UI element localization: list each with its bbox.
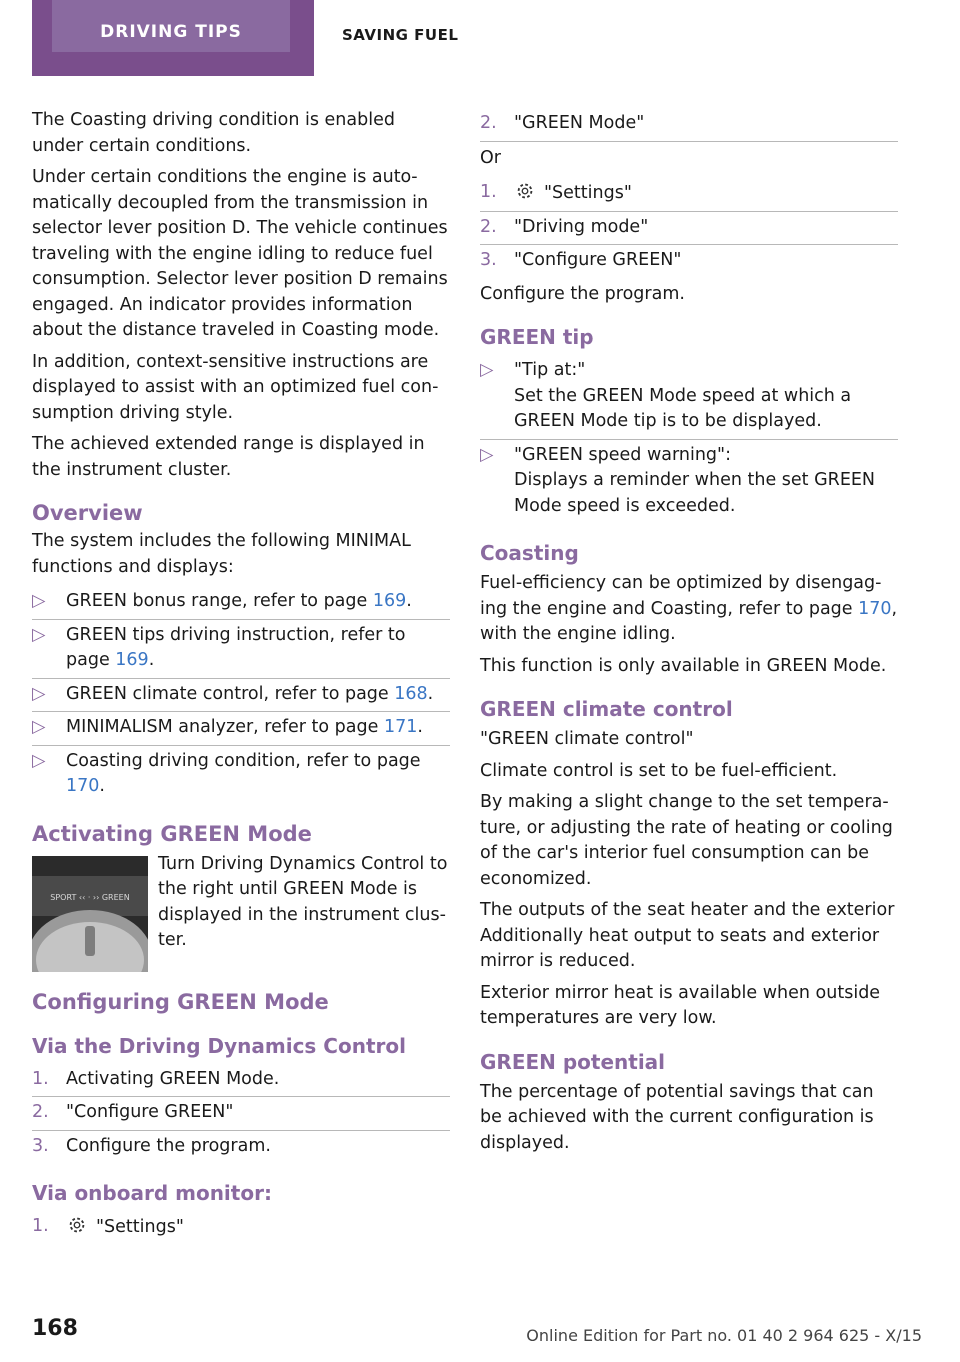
triangle-bullet-icon: ▷: [480, 360, 494, 380]
gear-icon: [514, 180, 536, 202]
list-item: ▷ GREEN tips driving instruction, refer to page 169.: [32, 620, 450, 679]
list-item: ▷ GREEN climate control, refer to page 168.: [32, 679, 450, 713]
list-item: ▷ GREEN bonus range, refer to page 169.: [32, 586, 450, 620]
step-item: 1. "Settings": [480, 177, 898, 212]
triangle-bullet-icon: ▷: [32, 717, 46, 737]
paragraph: In addition, context-sensitive instructions are displayed to assist with an optimized fuel consumption driving style.: [32, 351, 439, 423]
step-item: 3. Configure the program.: [32, 1131, 450, 1164]
configure-program-text: Configure the program.: [480, 283, 685, 304]
step-number: 2.: [480, 216, 497, 237]
continued-steps: [480, 108, 898, 142]
via-monitor-heading: Via onboard monitor:: [32, 1181, 272, 1205]
climate-heading: GREEN climate control: [480, 697, 733, 721]
chapter-tab[interactable]: [32, 0, 314, 76]
section-title: SAVING FUEL: [342, 26, 459, 44]
configuring-heading: Configuring GREEN Mode: [32, 989, 329, 1014]
paragraph: Under certain conditions the engine is automatically decoupled from the transmission in selector lever position D. The vehicle continues traveling with the engine idling to reduce fuel consumption. Selector lever position D remains engaged. An indicator provides information about the distance traveled in Coasting mode.: [32, 167, 448, 340]
coasting-note: This function is only available in GREEN Mode.: [480, 655, 887, 676]
step-number: 1.: [32, 1068, 49, 1089]
list-item: [480, 440, 898, 524]
overview-intro: The system includes the following MINIMAL functions and displays:: [32, 531, 411, 577]
via-ddc-heading: Via the Driving Dynamics Control: [32, 1033, 406, 1058]
triangle-bullet-icon: ▷: [32, 591, 46, 611]
triangle-bullet-icon: ▷: [32, 750, 46, 771]
step-item: 2. "GREEN Mode": [480, 108, 898, 142]
chapter-tab-label: DRIVING TIPS: [100, 22, 242, 42]
page-number: 168: [32, 1316, 78, 1341]
page-link[interactable]: 168: [394, 683, 428, 704]
right-column: [480, 108, 898, 1162]
step-item: 3. "Configure GREEN": [480, 245, 898, 278]
gear-icon: [66, 1214, 88, 1236]
edition-note: Online Edition for Part no. 01 40 2 964 625 - X/15: [526, 1326, 922, 1345]
list-item: ▷ MINIMALISM analyzer, refer to page 171.: [32, 712, 450, 746]
paragraph: "GREEN climate control": [480, 729, 694, 749]
triangle-bullet-icon: ▷: [32, 683, 46, 704]
paragraph: The achieved extended range is displayed in the instrument cluster.: [32, 434, 425, 480]
potential-text: The percentage of potential savings that can be achieved with the current configuration is displayed.: [480, 1081, 874, 1153]
paragraph: Climate control is set to be fuel-efficient.: [480, 760, 838, 781]
step-item: 2. "Configure GREEN": [32, 1097, 450, 1131]
via-ddc-steps: [32, 1064, 450, 1164]
list-item: ▷ Coasting driving condition, refer to page 170.: [32, 746, 450, 804]
step-item: 1. "Settings": [32, 1211, 450, 1245]
paragraph: Exterior mirror heat is available when outside temperatures are very low.: [480, 982, 881, 1028]
step-item: 1. Activating GREEN Mode.: [32, 1064, 450, 1098]
via-monitor-steps: [32, 1211, 450, 1245]
or-steps: [480, 177, 898, 278]
activating-heading: Activating GREEN Mode: [32, 821, 312, 846]
switch-label: SPORT ‹‹ · ›› GREEN: [50, 892, 130, 902]
driving-dynamics-switch-icon: [32, 856, 148, 972]
or-text: Or: [480, 147, 501, 168]
overview-heading: Overview: [32, 501, 143, 525]
step-number: 2.: [480, 113, 497, 133]
item-label: "Tip at:": [514, 360, 586, 380]
page-link[interactable]: 169: [372, 591, 407, 611]
page-link[interactable]: 169: [115, 650, 149, 670]
activating-text: Turn Driving Dynamics Control to the right until GREEN Mode is displayed in the instrument cluster.: [158, 853, 448, 950]
overview-list: [32, 586, 450, 804]
step-number: 1.: [480, 182, 497, 202]
chapter-tab-label-box: [52, 0, 290, 52]
item-description: Set the GREEN Mode speed at which a GREEN Mode tip is to be displayed.: [514, 385, 852, 431]
item-label: "GREEN speed warning":: [514, 444, 731, 465]
coasting-text: Fuel-efficiency can be optimized by disengaging the engine and Coasting, refer to page 170, with the engine idling.: [480, 573, 898, 644]
item-description: Displays a reminder when the set GREEN Mode speed is exceeded.: [514, 470, 876, 516]
driving-dynamics-switch-image: [32, 856, 148, 972]
left-column: [32, 108, 450, 1249]
coasting-heading: Coasting: [480, 541, 579, 565]
paragraph: By making a slight change to the set temperature, or adjusting the rate of heating or cooling of the car's interior fuel consumption can be economized.: [480, 792, 893, 889]
step-number: 3.: [480, 250, 497, 270]
list-item: [480, 355, 898, 440]
green-tip-heading: GREEN tip: [480, 325, 594, 349]
potential-heading: GREEN potential: [480, 1049, 666, 1074]
step-item: 2. "Driving mode": [480, 212, 898, 246]
paragraph: The Coasting driving condition is enabled under certain conditions.: [32, 110, 395, 156]
step-number: 2.: [32, 1102, 49, 1122]
green-tip-list: [480, 355, 898, 523]
page-link[interactable]: 170: [66, 776, 100, 796]
page-link[interactable]: 171: [383, 717, 418, 737]
step-number: 3.: [32, 1135, 49, 1156]
triangle-bullet-icon: ▷: [480, 444, 494, 465]
page-link[interactable]: 170: [858, 598, 892, 619]
activating-block: [32, 852, 450, 972]
paragraph: The outputs of the seat heater and the exterior Additionally heat output to seats and exterior mirror is reduced.: [480, 900, 895, 971]
triangle-bullet-icon: ▷: [32, 624, 46, 645]
step-number: 1.: [32, 1216, 49, 1236]
